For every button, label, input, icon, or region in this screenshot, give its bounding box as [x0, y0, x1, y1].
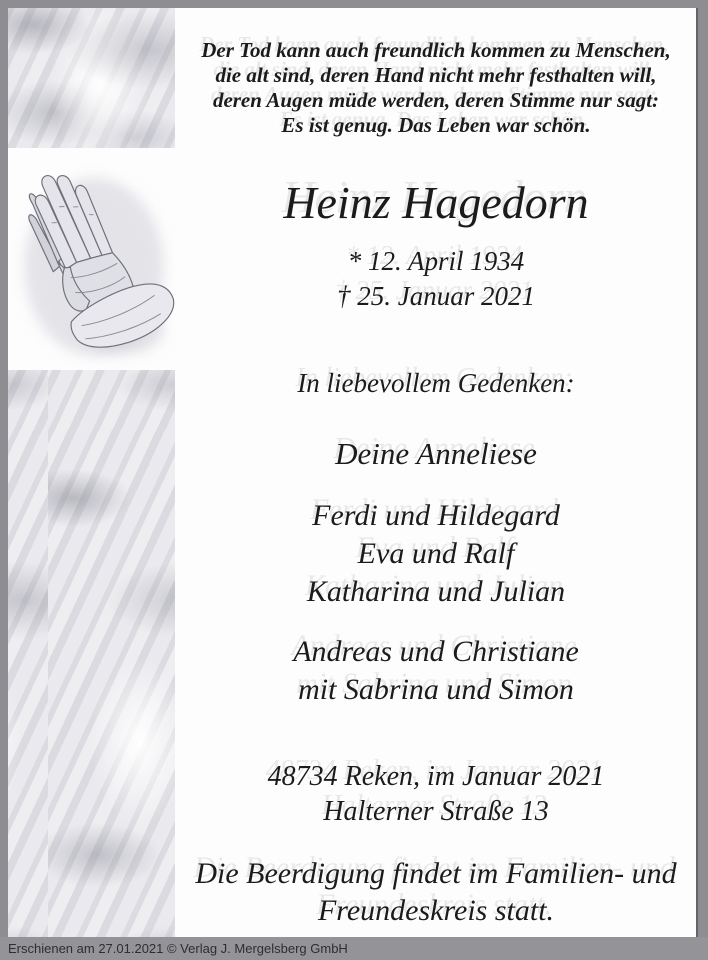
notice-text-content — [176, 8, 696, 937]
mourner-line: Deine Anneliese — [335, 436, 537, 471]
mourner-line: Eva und Ralf — [357, 537, 515, 570]
memoriam-heading: In liebevollem Gedenken: — [297, 368, 575, 398]
address-line: Halterner Straße 13 — [323, 796, 549, 827]
quote-line: deren Augen müde werden, deren Stimme nur sagt: — [212, 88, 660, 112]
mourner-line: Katharina und Julian — [306, 575, 566, 608]
life-dates — [176, 244, 696, 314]
marble-texture-top — [8, 8, 175, 148]
funeral-note-line: Freundeskreis statt. — [317, 894, 555, 927]
praying-hands-icon — [9, 149, 175, 369]
funeral-note — [176, 855, 696, 929]
funeral-note-line: Die Beerdigung findet im Familien- und — [195, 857, 677, 890]
mourner-group-2 — [176, 497, 696, 611]
quote-line: die alt sind, deren Hand nicht mehr festhalten will, — [215, 63, 657, 87]
publication-footer-text: Erschienen am 27.01.2021 © Verlag J. Mergelsberg GmbH — [8, 941, 348, 956]
address-block — [176, 759, 696, 829]
mourner-line: Ferdi und Hildegard — [312, 499, 560, 532]
quote-line: Es ist genug. Das Leben war schön. — [281, 113, 591, 137]
notice-card — [8, 8, 698, 937]
death-date: † 25. Januar 2021 — [337, 281, 535, 311]
address-line: 48734 Reken, im Januar 2021 — [267, 761, 605, 792]
mourner-group-3 — [176, 633, 696, 709]
opening-quote — [176, 38, 696, 138]
quote-line: Der Tod kann auch freundlich kommen zu Menschen, — [201, 38, 671, 62]
deceased-name: Heinz Hagedorn — [283, 177, 589, 228]
birth-date: * 12. April 1934 — [347, 246, 525, 276]
publication-footer-bar — [0, 937, 708, 960]
mourner-line: mit Sabrina und Simon — [298, 673, 574, 706]
praying-hands-box — [8, 148, 175, 370]
mourner-group-1 — [176, 435, 696, 473]
mourner-line: Andreas und Christiane — [293, 635, 579, 668]
decorative-left-column — [8, 8, 175, 937]
marble-texture-bottom — [8, 370, 175, 937]
